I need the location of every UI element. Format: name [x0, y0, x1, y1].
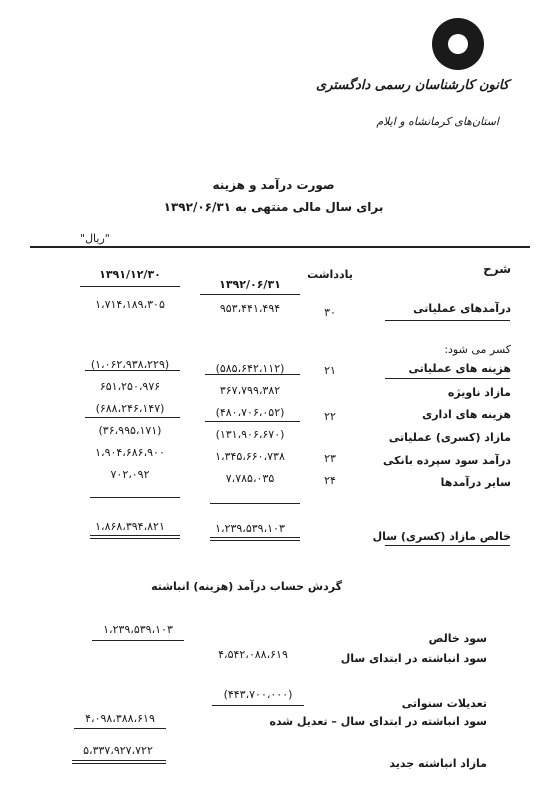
row-2-prior-underline [85, 370, 180, 371]
row-4-current-underline [205, 421, 300, 422]
net-prior-underline-1 [90, 535, 180, 536]
net-prior: ۱،۸۶۸،۳۹۴،۸۲۱ [95, 520, 165, 533]
row-2-underline [385, 378, 510, 379]
s2-label: مازاد انباشته جدید [389, 757, 487, 770]
row-label: مازاد (کسری) عملیاتی [388, 431, 511, 444]
row-current: (۵۸۵،۶۴۲،۱۱۲) [215, 362, 285, 375]
s2-label: سود خالص [428, 632, 487, 645]
subtotal-rule-current [210, 503, 300, 504]
statement-period: برای سال مالی منتهی به ۱۳۹۲/۰۶/۳۱ [163, 200, 384, 214]
col-prior-header: ۱۳۹۱/۱۲/۳۰ [99, 268, 161, 281]
org-name: کانون کارشناسان رسمی دادگستری [316, 78, 509, 93]
row-4-prior-underline [85, 417, 180, 418]
net-label-underline [385, 545, 510, 546]
net-current-underline-2 [210, 540, 300, 541]
s2-label: سود انباشته در ابتدای سال [340, 652, 487, 665]
row-label: هزینه های عملیاتی [408, 362, 511, 375]
col-current-header: ۱۳۹۲/۰۶/۳۱ [219, 278, 281, 291]
s2-inner: (۴۴۳،۷۰۰،۰۰۰) [223, 688, 293, 701]
row-label: کسر می شود: [444, 343, 511, 356]
row-0-underline [385, 320, 510, 321]
row-note: ۲۴ [324, 474, 336, 487]
org-unit: استان‌های کرمانشاه و ایلام [376, 115, 499, 128]
row-current: (۴۸۰،۷۰۶،۰۵۲) [215, 406, 285, 419]
row-note: ۲۱ [324, 364, 336, 377]
col-prior-underline [80, 286, 180, 287]
row-prior: ۷۰۲،۰۹۲ [110, 468, 150, 481]
row-label: درآمد سود سپرده بانکی [383, 454, 511, 467]
row-2-current-underline [205, 374, 300, 375]
row-prior: (۶۸۸،۲۴۶،۱۴۷) [95, 402, 165, 415]
s2-outer: ۴،۰۹۸،۳۸۸،۶۱۹ [85, 712, 155, 725]
s2-row-2-underline [212, 705, 304, 706]
organization-logo-icon [432, 18, 484, 70]
row-prior: ۶۵۱،۲۵۰،۹۷۶ [99, 380, 161, 393]
row-note: ۲۲ [324, 410, 336, 423]
col-description-header: شرح [483, 262, 511, 276]
net-current: ۱،۲۳۹،۵۳۹،۱۰۳ [215, 522, 285, 535]
statement-title: صورت درآمد و هزینه [212, 178, 335, 192]
row-note: ۲۳ [324, 452, 336, 465]
net-current-underline-1 [210, 537, 300, 538]
row-label: هزینه های اداری [422, 408, 511, 421]
s2-outer: ۵،۳۳۷،۹۲۷،۷۲۲ [83, 744, 153, 757]
row-prior: ۱،۹۰۴،۶۸۶،۹۰۰ [95, 446, 165, 459]
row-prior: (۱،۰۶۲،۹۳۸،۲۲۹) [90, 358, 170, 371]
s2-row-4-underline-2 [72, 763, 166, 764]
col-note-header: یادداشت [307, 268, 353, 281]
s2-label: سود انباشته در ابتدای سال – تعدیل شده [269, 715, 487, 728]
currency-label: "ریال" [80, 232, 110, 245]
row-note: ۳۰ [324, 306, 336, 319]
s2-row-0-underline [92, 640, 184, 641]
section2-title: گردش حساب درآمد (هزینه) انباشته [151, 580, 342, 593]
s2-outer: ۱،۲۳۹،۵۳۹،۱۰۳ [103, 623, 173, 636]
row-prior: ۱،۷۱۴،۱۸۹،۳۰۵ [95, 298, 165, 311]
row-label: سایر درآمدها [440, 476, 511, 489]
s2-row-3-underline [74, 728, 166, 729]
col-current-underline [200, 294, 300, 295]
header-divider [30, 246, 530, 248]
row-prior: (۳۶،۹۹۵،۱۷۱) [98, 424, 162, 437]
net-label: خالص مازاد (کسری) سال [372, 530, 511, 543]
row-current: ۱،۳۴۵،۶۶۰،۷۳۸ [215, 450, 285, 463]
row-current: ۹۵۳،۴۴۱،۴۹۴ [219, 302, 281, 315]
row-current: (۱۳۱،۹۰۶،۶۷۰) [215, 428, 285, 441]
s2-inner: ۴،۵۴۲،۰۸۸،۶۱۹ [218, 648, 288, 661]
row-current: ۳۶۷،۷۹۹،۳۸۲ [219, 384, 281, 397]
row-label: درآمدهای عملیاتی [413, 302, 511, 315]
row-label: مازاد ناویژه [447, 386, 511, 399]
net-prior-underline-2 [90, 538, 180, 539]
s2-label: تعدیلات سنواتی [401, 697, 487, 710]
subtotal-rule-prior [90, 497, 180, 498]
s2-row-4-underline-1 [72, 760, 166, 761]
row-current: ۷،۷۸۵،۰۳۵ [225, 472, 275, 485]
